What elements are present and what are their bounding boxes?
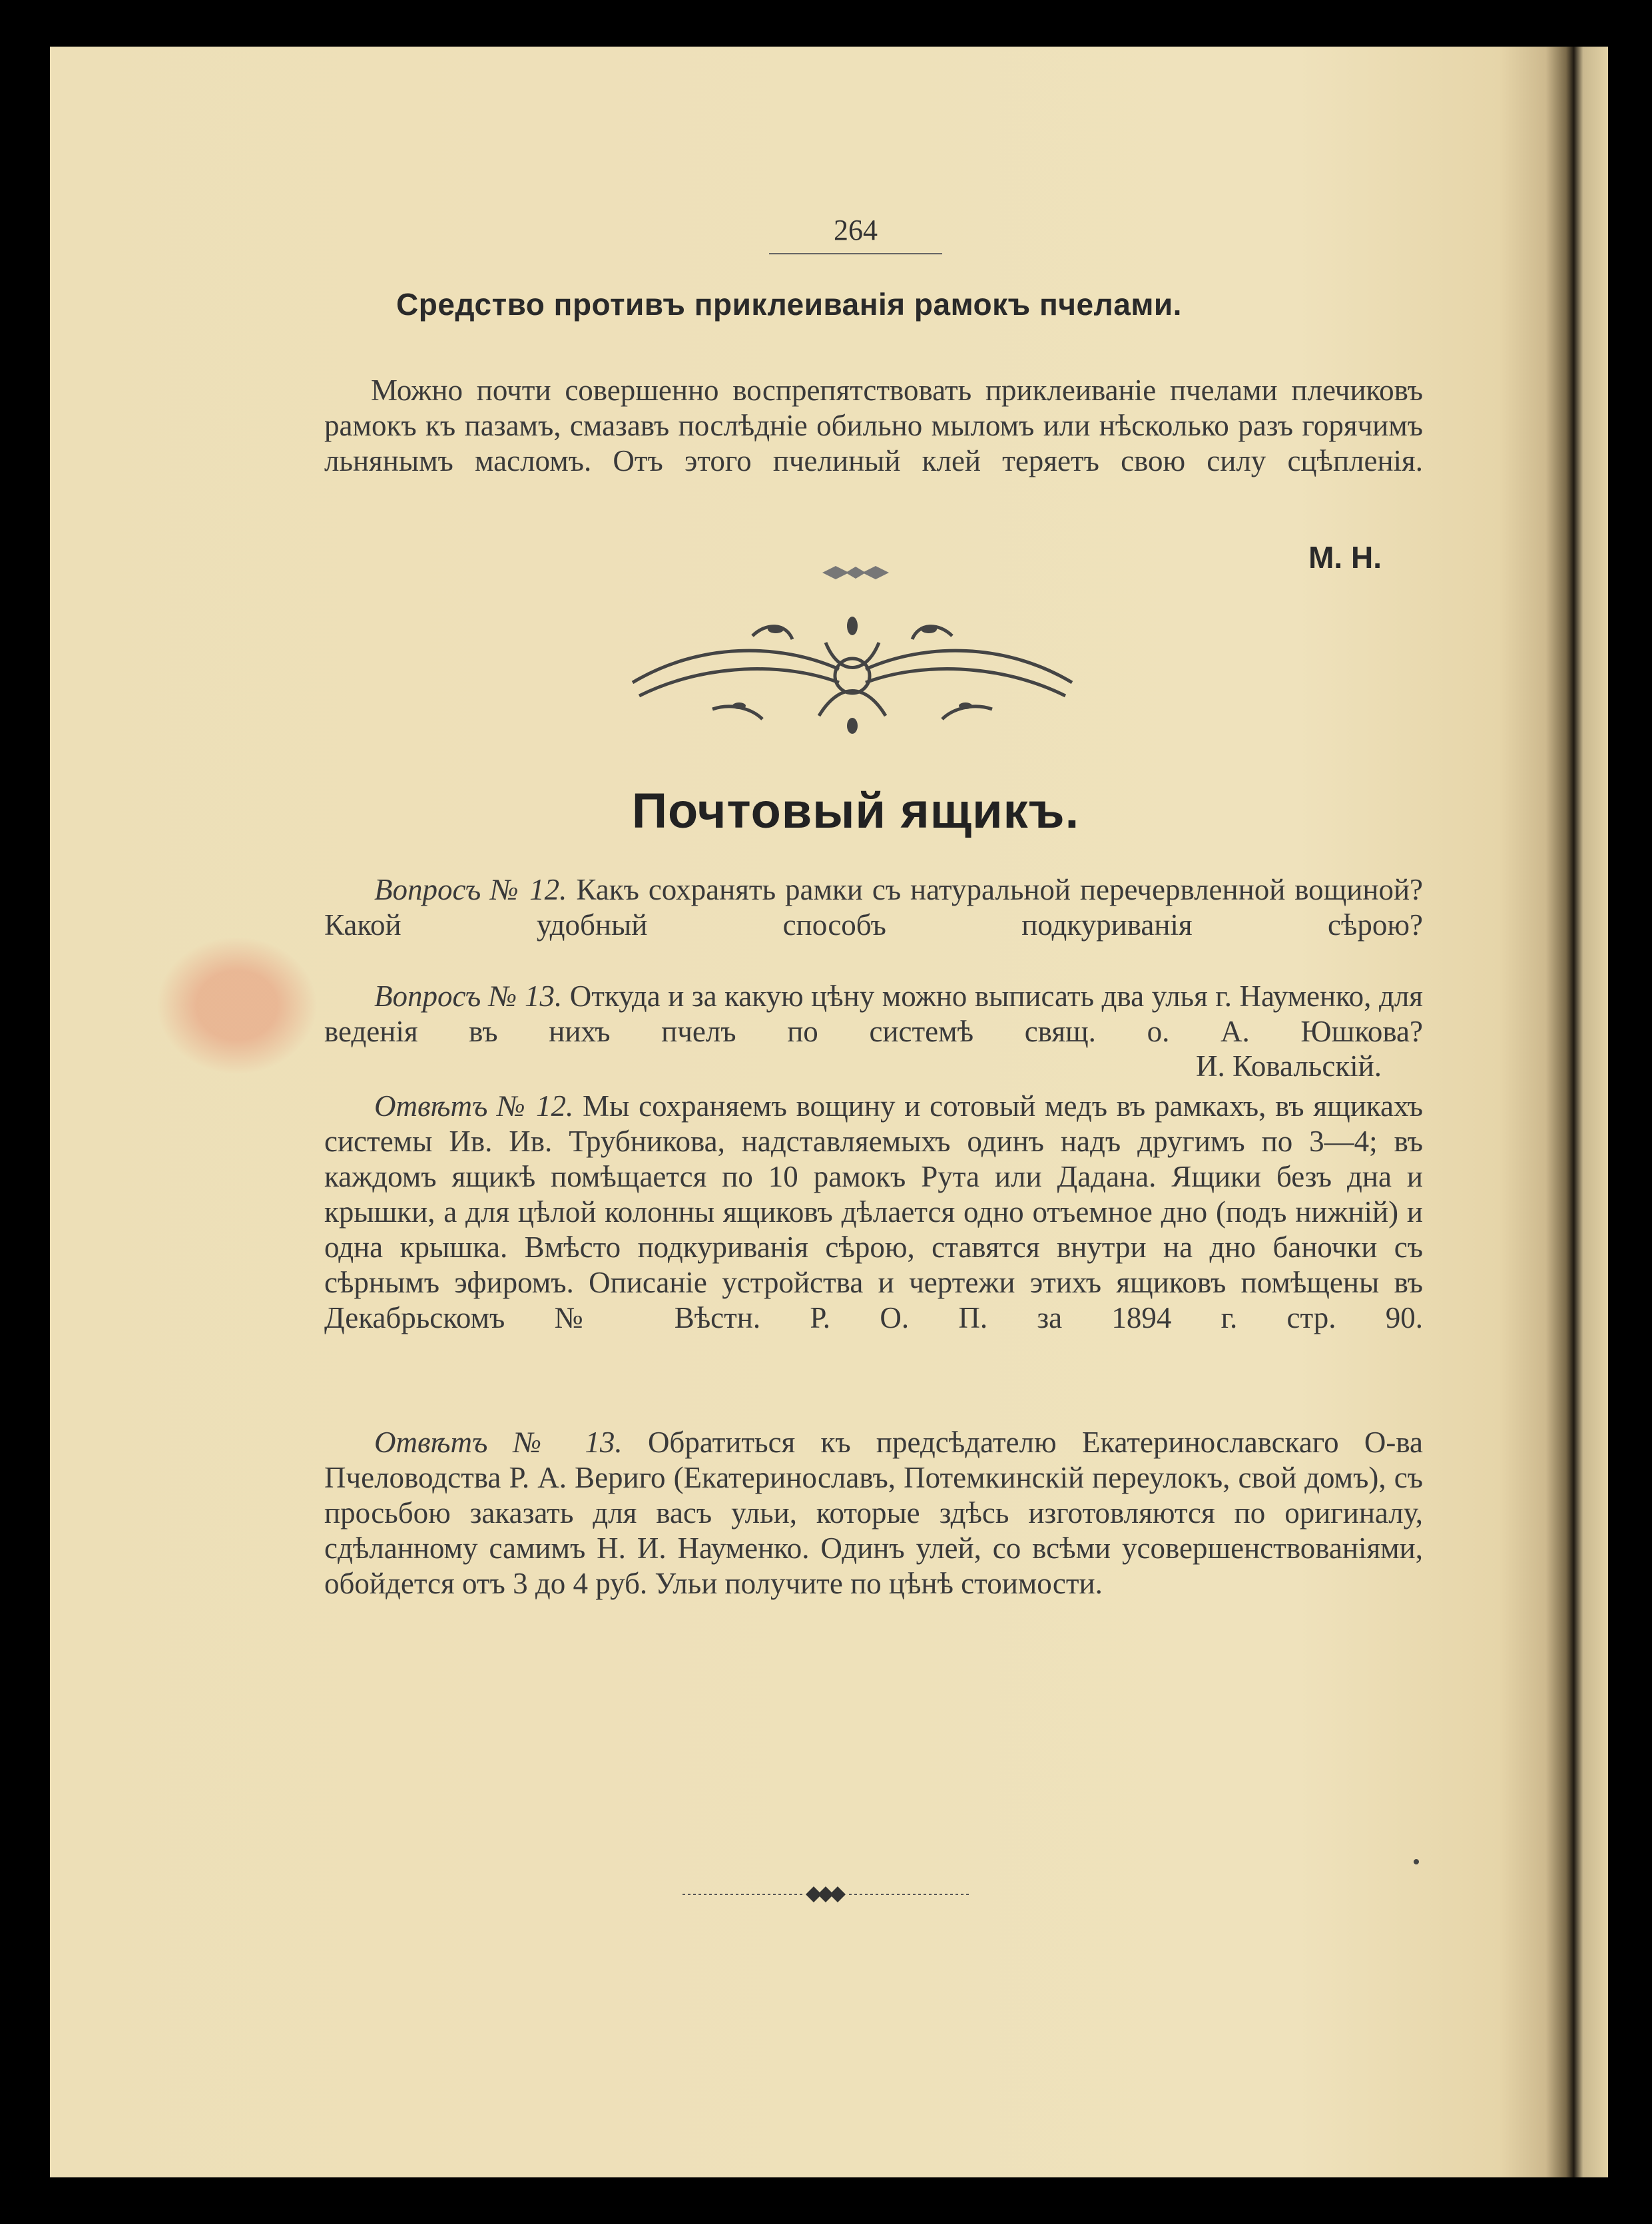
section-title: Средство противъ приклеиванія рамокъ пчелами. — [396, 287, 1182, 322]
end-ornament-icon — [683, 1881, 969, 1911]
page-number: 264 — [834, 214, 878, 246]
page-number-rule — [769, 253, 942, 254]
answer-12-lead: Отвѣтъ № 12. — [374, 1089, 574, 1123]
question-13-text: Откуда и за какую цѣну можно выписать два улья г. Науменко, для веденія въ нихъ пчелъ по системѣ свящ. о. А. Юшкова? — [324, 979, 1424, 1048]
answer-13-text: Обратиться къ предсѣдателю Екатеринославскаго О-ва Пчеловодства Р. А. Вериго (Екатеринославъ, Потемкинскій переулокъ, свой домъ), съ просьбою заказать для васъ ульи, которые здѣсь изготовляются по оригиналу, сдѣланному самимъ Н. И. Науменко. Одинъ улей, со всѣми усовершенствованіями, обойдется отъ 3 до 4 руб. Ульи получите по цѣнѣ стоимости. — [324, 1426, 1424, 1600]
question-12-lead: Вопросъ № 12. — [374, 873, 567, 906]
section-body: Можно почти совершенно воспрепятствовать приклеиваніе пчелами плечиковъ рамокъ къ пазамъ, смазавъ послѣдніе обильно мыломъ или нѣсколько разъ горячимъ льнянымъ масломъ. Отъ этого пчелиный клей теряетъ свою силу сцѣпленія. — [324, 374, 1423, 477]
question-13-signature: И. Ковальскій. — [1196, 1049, 1382, 1083]
answer-12-text: Мы сохраняемъ вощину и сотовый медъ въ рамкахъ, въ ящикахъ системы Ив. Ив. Трубникова, надставляемыхъ одинъ надъ другимъ по 3—4; въ каждомъ ящикѣ помѣщается по 10 рамокъ Рута или Дадана. Ящики безъ дна и крышки, а для цѣлой колонны ящиковъ дѣлается одно отъемное дно (подъ нижній) и одна крышка. Вмѣсто подкуриванія сѣрою, ставятся внутри на дно баночки съ сѣрнымъ эфиромъ. Описаніе устройства и чертежи этихъ ящиковъ помѣщены въ Декабрьскомъ № Вѣстн. Р. О. П. за 1894 г. стр. 90. — [324, 1089, 1424, 1334]
answer-12 — [324, 1089, 1423, 1336]
section-signature: М. Н. — [1308, 540, 1382, 575]
book-page — [50, 47, 1608, 2177]
answer-13 — [324, 1425, 1423, 1601]
ink-speck — [1414, 1859, 1419, 1864]
question-12-text: Какъ сохранять рамки съ натуральной перечервленной вощиной? Какой удобный способъ подкуриванія сѣрою? — [324, 873, 1424, 942]
question-13 — [324, 979, 1423, 1049]
question-12 — [324, 872, 1423, 943]
question-13-lead: Вопросъ № 13. — [374, 979, 563, 1013]
floral-vignette-icon — [619, 603, 1085, 739]
mailbox-title: Почтовый ящикъ. — [631, 783, 1080, 838]
answer-13-lead: Отвѣтъ № 13. — [374, 1426, 623, 1459]
small-ornament-icon — [816, 563, 896, 586]
